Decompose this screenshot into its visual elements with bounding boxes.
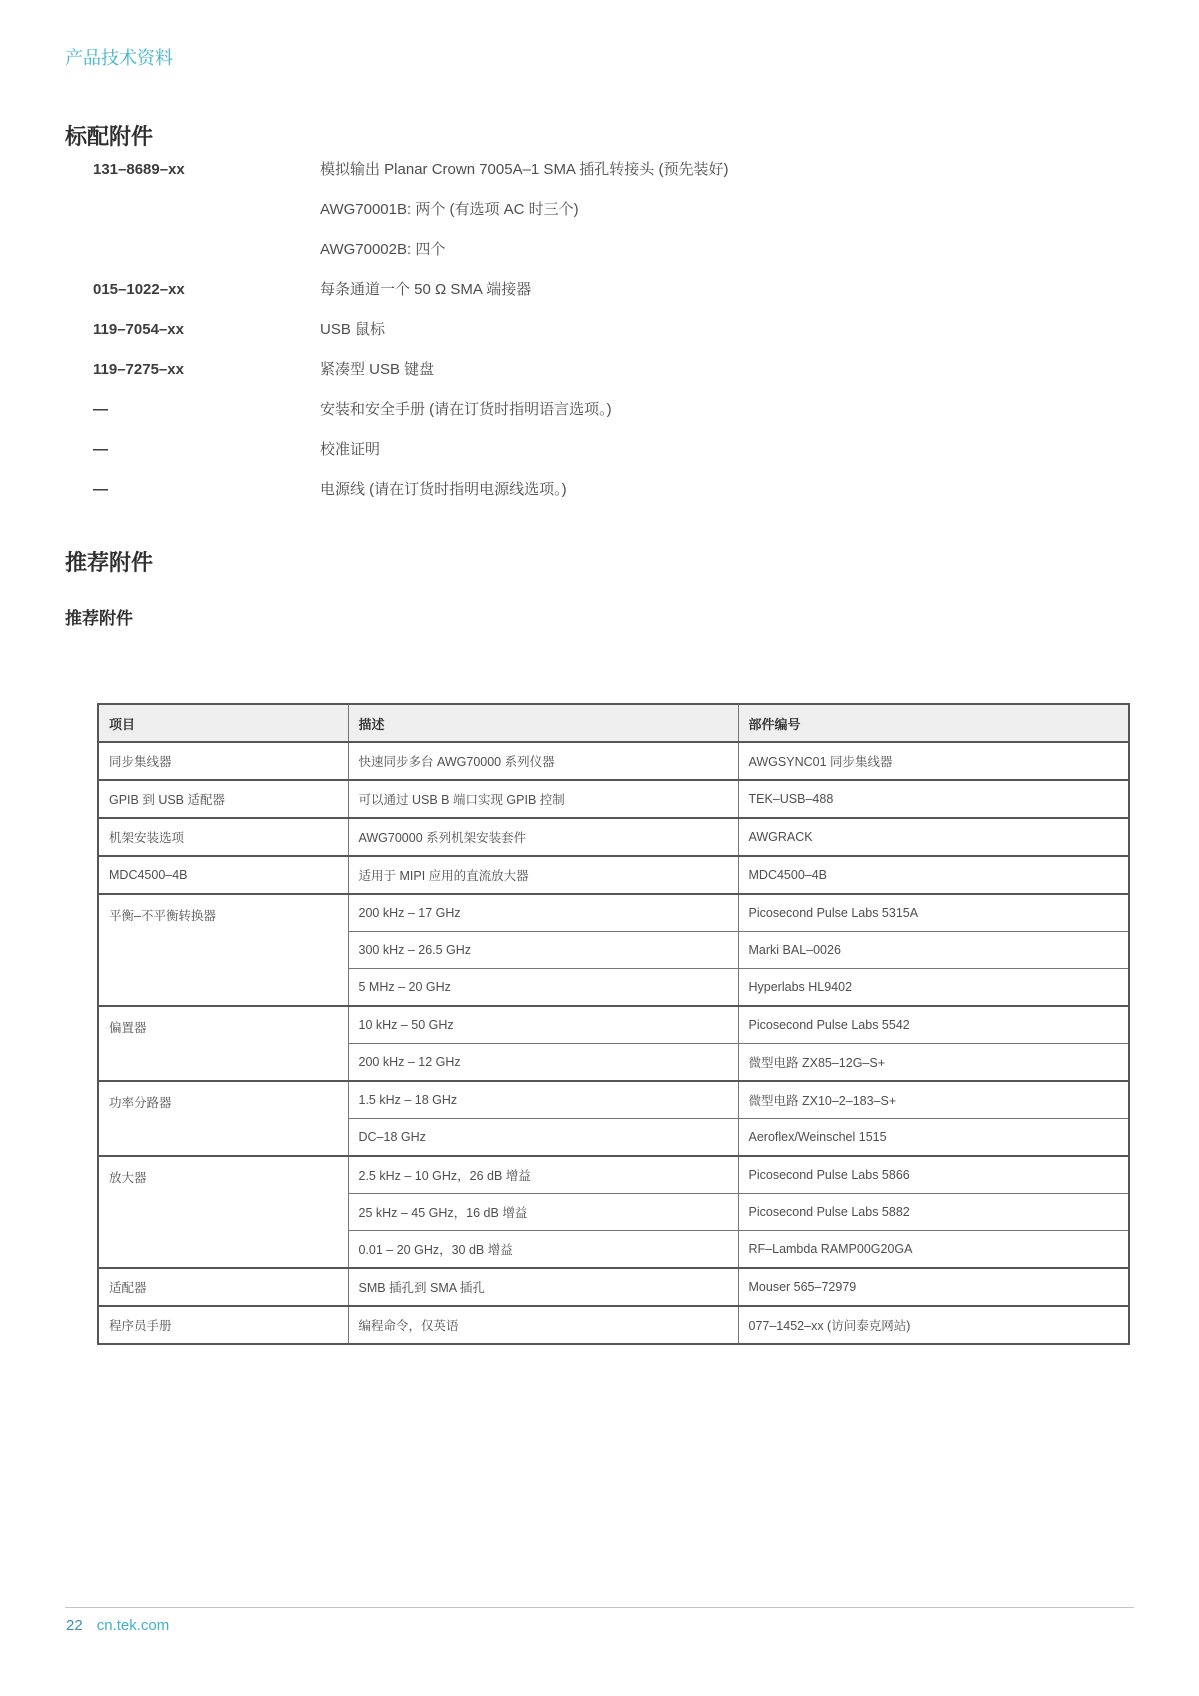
item-cell: 功率分路器: [98, 1081, 348, 1156]
description-cell: DC–18 GHz: [348, 1119, 738, 1157]
part-number: 119–7054–xx: [93, 321, 184, 338]
item-cell: MDC4500–4B: [98, 856, 348, 894]
description-cell: 5 MHz – 20 GHz: [348, 969, 738, 1007]
part-number-cell: Picosecond Pulse Labs 5882: [738, 1194, 1129, 1231]
page-number: 22: [66, 1617, 83, 1634]
footer: [66, 1617, 169, 1634]
item-description: 校准证明: [320, 441, 381, 458]
list-item: [93, 200, 1093, 240]
part-number-cell: Picosecond Pulse Labs 5315A: [738, 894, 1129, 932]
table-row: [98, 742, 1129, 780]
description-cell: 300 kHz – 26.5 GHz: [348, 932, 738, 969]
description-cell: 10 kHz – 50 GHz: [348, 1006, 738, 1044]
description-cell: 200 kHz – 12 GHz: [348, 1044, 738, 1082]
table-row: [98, 780, 1129, 818]
item-cell: 适配器: [98, 1268, 348, 1306]
part-number-cell: AWGSYNC01 同步集线器: [738, 742, 1129, 780]
item-description: AWG70002B: 四个: [320, 241, 446, 258]
part-number-cell: Aeroflex/Weinschel 1515: [738, 1119, 1129, 1157]
item-description: 模拟输出 Planar Crown 7005A–1 SMA 插孔转接头 (预先装好): [320, 161, 729, 178]
recommended-accessories-title: 推荐附件: [65, 550, 154, 575]
table-header-row: [98, 704, 1129, 742]
description-cell: 0.01 – 20 GHz，30 dB 增益: [348, 1231, 738, 1269]
table-row: [98, 1156, 1129, 1194]
description-cell: 25 kHz – 45 GHz，16 dB 增益: [348, 1194, 738, 1231]
part-number: —: [93, 481, 108, 498]
part-number: —: [93, 441, 108, 458]
item-cell: 机架安装选项: [98, 818, 348, 856]
description-cell: AWG70000 系列机架安装套件: [348, 818, 738, 856]
description-cell: 2.5 kHz – 10 GHz，26 dB 增益: [348, 1156, 738, 1194]
part-number-cell: 微型电路 ZX10–2–183–S+: [738, 1081, 1129, 1119]
document-header: 产品技术资料: [65, 48, 173, 68]
part-number-cell: AWGRACK: [738, 818, 1129, 856]
item-cell: 偏置器: [98, 1006, 348, 1081]
part-number-cell: RF–Lambda RAMP00G20GA: [738, 1231, 1129, 1269]
column-header-description: 描述: [348, 704, 738, 742]
item-cell: 放大器: [98, 1156, 348, 1268]
part-number-cell: Picosecond Pulse Labs 5542: [738, 1006, 1129, 1044]
standard-accessories-title: 标配附件: [65, 124, 154, 149]
part-number-cell: Picosecond Pulse Labs 5866: [738, 1156, 1129, 1194]
part-number-cell: Mouser 565–72979: [738, 1268, 1129, 1306]
list-item: [93, 440, 1093, 480]
column-header-part-number: 部件编号: [738, 704, 1129, 742]
table-row: [98, 1006, 1129, 1044]
list-item: [93, 280, 1093, 320]
item-cell: GPIB 到 USB 适配器: [98, 780, 348, 818]
table-row: [98, 1081, 1129, 1119]
item-description: USB 鼠标: [320, 321, 386, 338]
recommended-accessories-table: [97, 703, 1130, 1345]
part-number-cell: Marki BAL–0026: [738, 932, 1129, 969]
description-cell: 快速同步多台 AWG70000 系列仪器: [348, 742, 738, 780]
description-cell: 可以通过 USB B 端口实现 GPIB 控制: [348, 780, 738, 818]
list-item: [93, 400, 1093, 440]
table-row: [98, 1268, 1129, 1306]
list-item: [93, 480, 1093, 520]
part-number: 015–1022–xx: [93, 281, 185, 298]
description-cell: 200 kHz – 17 GHz: [348, 894, 738, 932]
item-description: 每条通道一个 50 Ω SMA 端接器: [320, 281, 532, 298]
column-header-item: 项目: [98, 704, 348, 742]
description-cell: 适用于 MIPI 应用的直流放大器: [348, 856, 738, 894]
item-description: AWG70001B: 两个 (有选项 AC 时三个): [320, 201, 579, 218]
list-item: [93, 240, 1093, 280]
item-description: 电源线 (请在订货时指明电源线选项。): [320, 481, 567, 498]
table-row: [98, 856, 1129, 894]
list-item: [93, 320, 1093, 360]
description-cell: 1.5 kHz – 18 GHz: [348, 1081, 738, 1119]
footer-divider: [65, 1607, 1134, 1608]
part-number: 119–7275–xx: [93, 361, 184, 378]
table-row: [98, 894, 1129, 932]
recommended-accessories-subtitle: 推荐附件: [65, 609, 133, 628]
item-cell: 程序员手册: [98, 1306, 348, 1344]
table-row: [98, 1306, 1129, 1344]
description-cell: SMB 插孔到 SMA 插孔: [348, 1268, 738, 1306]
part-number: 131–8689–xx: [93, 161, 185, 178]
table-row: [98, 818, 1129, 856]
footer-site-link[interactable]: cn.tek.com: [96, 1617, 170, 1634]
standard-accessories-list: [93, 160, 1093, 520]
list-item: [93, 160, 1093, 200]
item-cell: 同步集线器: [98, 742, 348, 780]
part-number-cell: TEK–USB–488: [738, 780, 1129, 818]
item-description: 安装和安全手册 (请在订货时指明语言选项。): [320, 401, 612, 418]
item-description: 紧凑型 USB 键盘: [320, 361, 435, 378]
item-cell: 平衡–不平衡转换器: [98, 894, 348, 1006]
list-item: [93, 360, 1093, 400]
part-number: —: [93, 401, 108, 418]
part-number-cell: MDC4500–4B: [738, 856, 1129, 894]
description-cell: 编程命令，仅英语: [348, 1306, 738, 1344]
part-number-cell: 077–1452–xx (访问泰克网站): [738, 1306, 1129, 1344]
part-number-cell: Hyperlabs HL9402: [738, 969, 1129, 1007]
part-number-cell: 微型电路 ZX85–12G–S+: [738, 1044, 1129, 1082]
